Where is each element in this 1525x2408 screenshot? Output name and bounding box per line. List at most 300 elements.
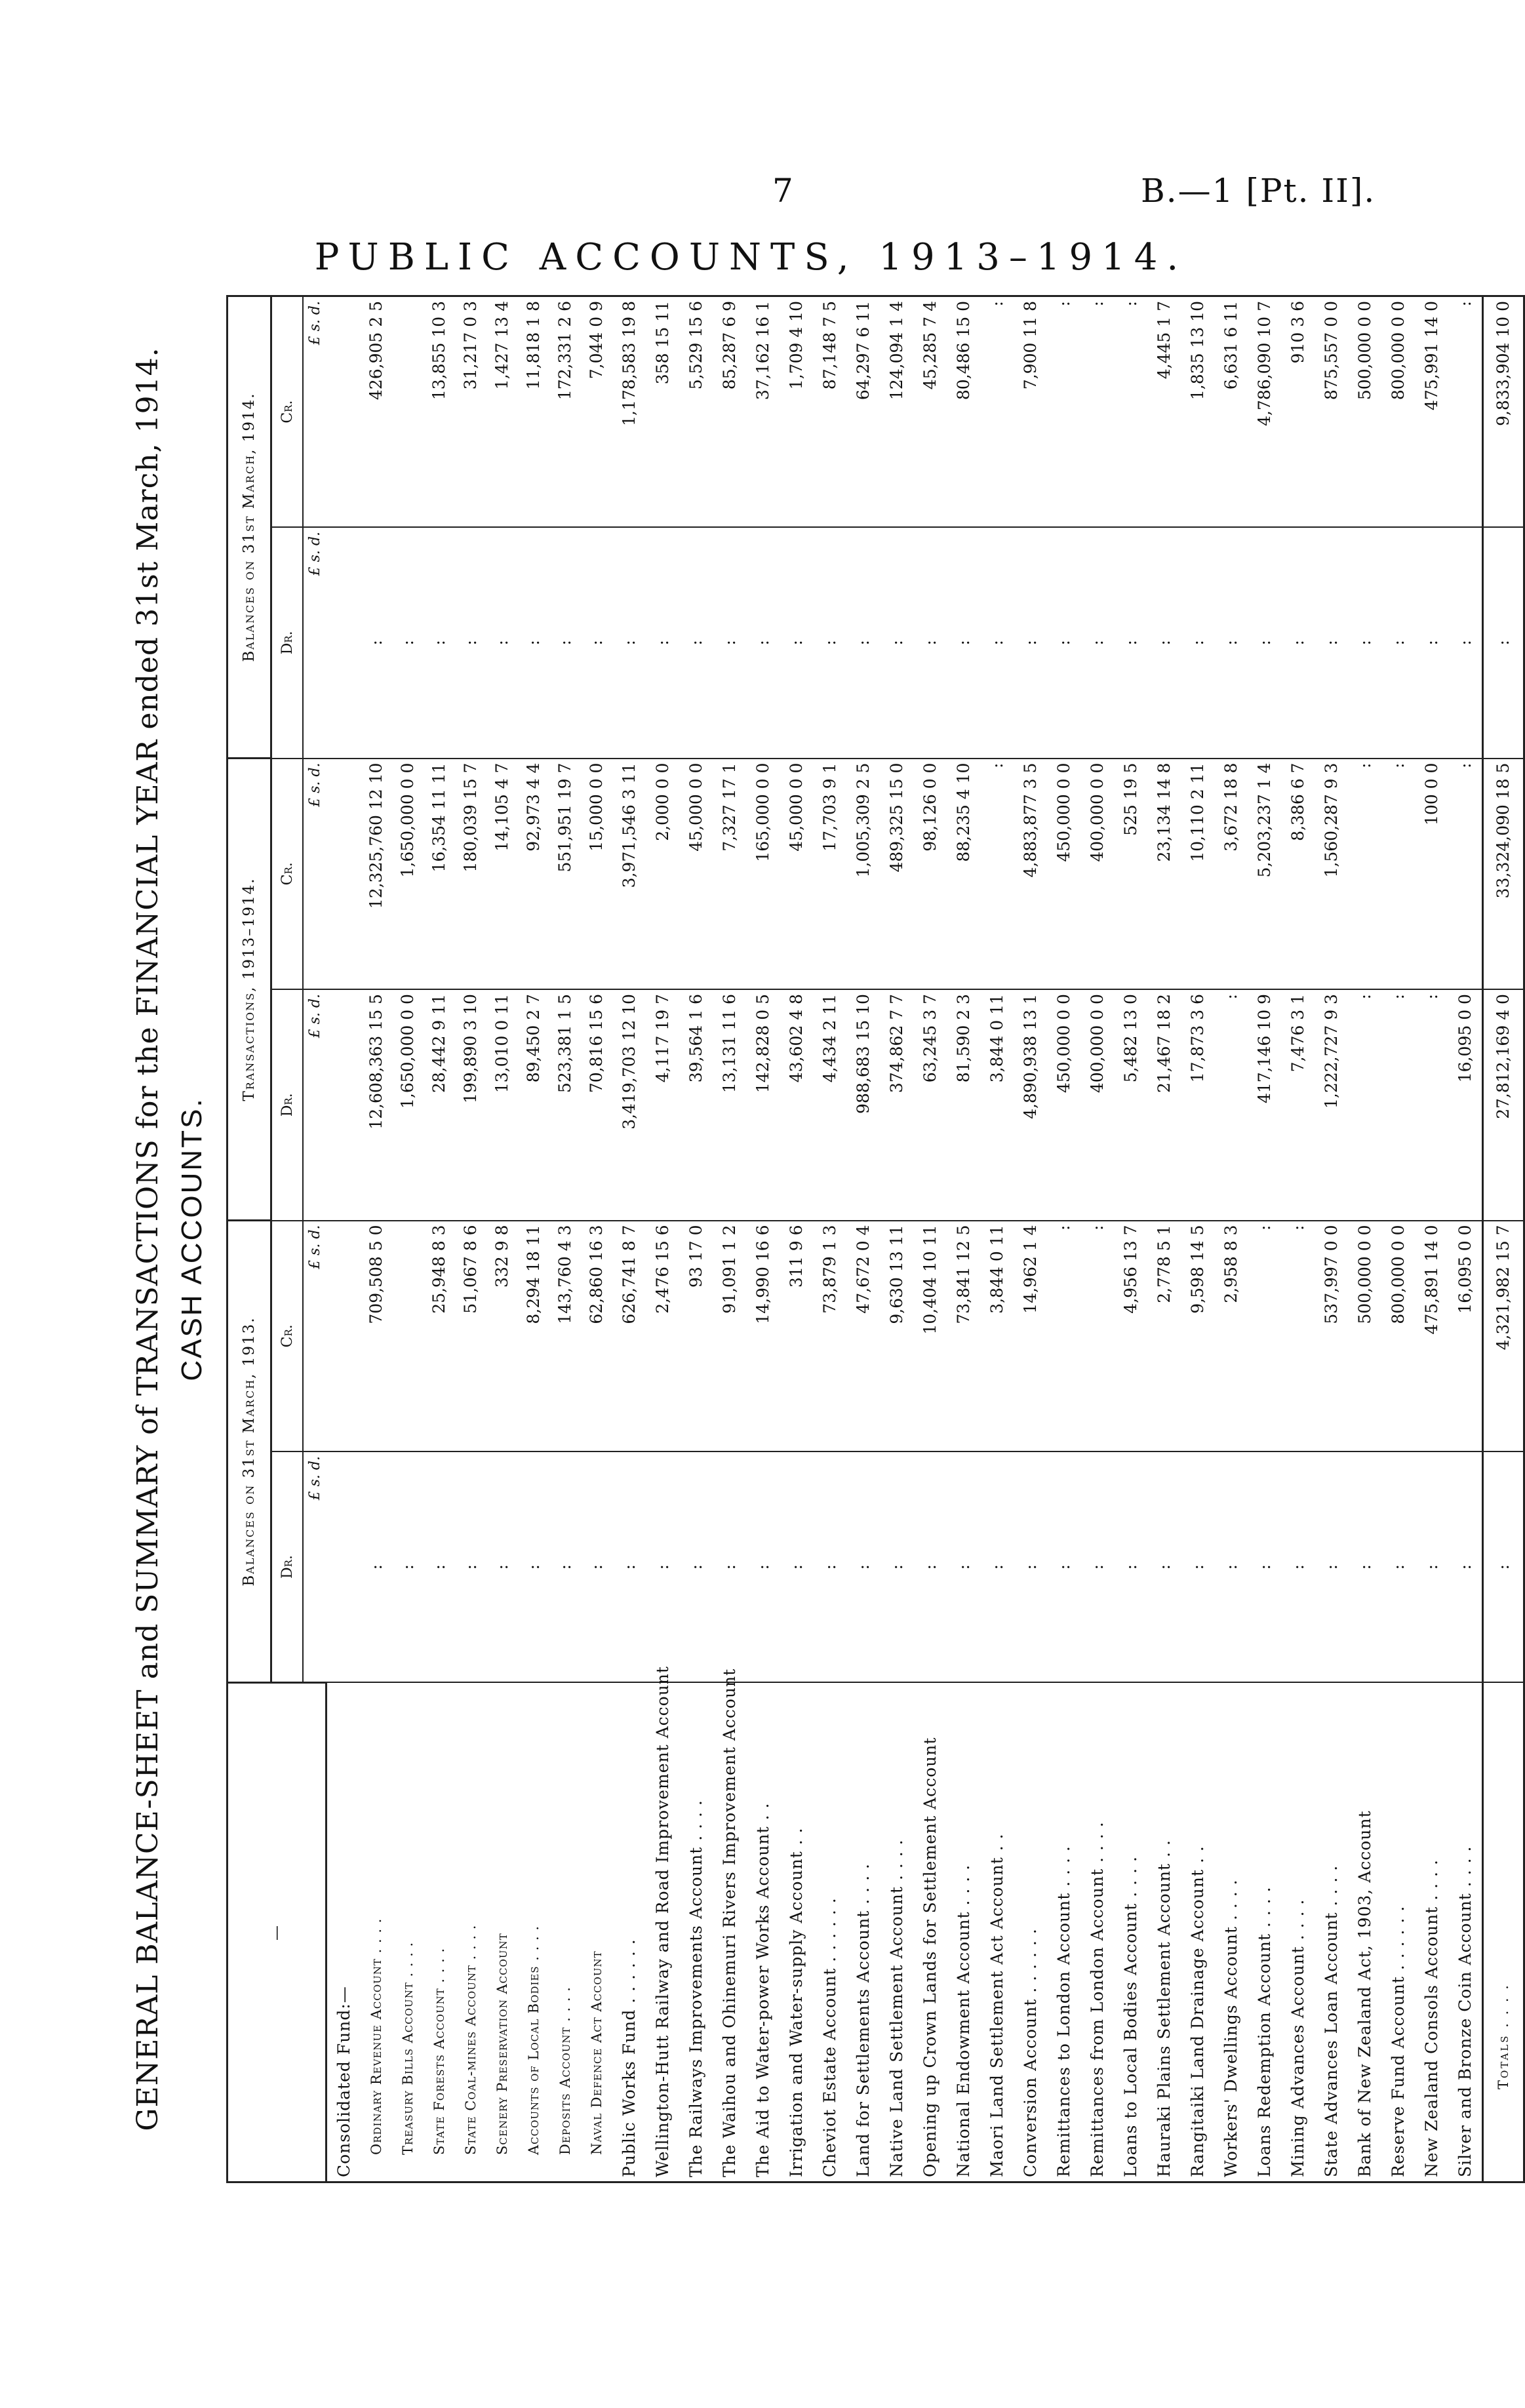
- amount-cell: 525 19 5: [1114, 759, 1147, 989]
- amount-cell: [326, 759, 361, 989]
- account-name: The Waihou and Ohinemuri Rivers Improvement Account: [713, 1683, 746, 2182]
- amount-cell: 3,844 0 11: [980, 989, 1014, 1220]
- amount-cell: 709,508 5 0: [361, 1221, 392, 1452]
- table-row: [1014, 296, 1047, 2182]
- amount-cell: :: [1381, 989, 1415, 1220]
- amount-cell: :: [1348, 527, 1381, 758]
- amount-cell: 70,816 15 6: [581, 989, 612, 1220]
- amount-cell: 73,841 12 5: [947, 1221, 980, 1452]
- balance-sheet-table: [226, 295, 1525, 2183]
- account-name: Workers' Dwellings Account . . . .: [1214, 1683, 1248, 2182]
- table-row: [361, 296, 392, 2182]
- unit-label: £ s. d.: [303, 527, 326, 758]
- amount-cell: 14,990 16 6: [746, 1221, 780, 1452]
- ledger-body: [326, 296, 1524, 2182]
- amount-cell: :: [1248, 1451, 1281, 1682]
- amount-cell: [326, 1221, 361, 1452]
- account-name: Ordinary Revenue Account . . . .: [361, 1683, 392, 2182]
- amount-cell: 4,117 19 7: [646, 989, 679, 1220]
- amount-cell: 3,844 0 11: [980, 1221, 1014, 1452]
- table-row: [326, 296, 361, 2182]
- account-name: Remittances from London Account . . . .: [1080, 1683, 1114, 2182]
- amount-cell: 1,709 4 10: [780, 296, 813, 528]
- amount-cell: 800,000 0 0: [1381, 296, 1415, 528]
- account-name: Silver and Bronze Coin Account . . . .: [1448, 1683, 1483, 2182]
- table-row: [1181, 296, 1214, 2182]
- account-name: Reserve Fund Account . . . . . .: [1381, 1683, 1415, 2182]
- amount-cell: :: [1248, 1221, 1281, 1452]
- amount-cell: :: [1448, 296, 1483, 528]
- running-title: PUBLIC ACCOUNTS, 1913–1914.: [314, 236, 1188, 279]
- account-name: Loans Redemption Account . . . .: [1248, 1683, 1281, 2182]
- table-row: [581, 296, 612, 2182]
- sub-header-dr: Dr.: [271, 527, 304, 758]
- amount-cell: :: [424, 1451, 455, 1682]
- table-row: [980, 296, 1014, 2182]
- amount-cell: :: [612, 527, 646, 758]
- amount-cell: 400,000 0 0: [1080, 759, 1114, 989]
- sheet-title: GENERAL BALANCE-SHEET and SUMMARY of TRANSACTIONS for the FINANCIAL YEAR ended 31st March, 1914.: [131, 347, 165, 2131]
- amount-cell: :: [1448, 759, 1483, 989]
- amount-cell: 23,134 14 8: [1147, 759, 1181, 989]
- amount-cell: [392, 1221, 424, 1452]
- unit-label: £ s. d.: [303, 296, 326, 528]
- amount-cell: :: [392, 1451, 424, 1682]
- amount-cell: 4,445 1 7: [1147, 296, 1181, 528]
- unit-label: £ s. d.: [303, 1221, 326, 1452]
- amount-cell: 475,991 14 0: [1415, 296, 1448, 528]
- amount-cell: 6,631 6 11: [1214, 296, 1248, 528]
- account-name: State Forests Account . . . .: [424, 1683, 455, 2182]
- amount-cell: :: [486, 1451, 518, 1682]
- amount-cell: 142,828 0 5: [746, 989, 780, 1220]
- amount-cell: 475,891 14 0: [1415, 1221, 1448, 1452]
- amount-cell: :: [392, 527, 424, 758]
- amount-cell: :: [813, 1451, 846, 1682]
- account-name: Consolidated Fund:—: [326, 1683, 361, 2182]
- amount-cell: 3,971,546 3 11: [612, 759, 646, 989]
- amount-cell: 3,672 18 8: [1214, 759, 1248, 989]
- amount-cell: :: [1181, 527, 1214, 758]
- account-name: New Zealand Consols Account . . . .: [1415, 1683, 1448, 2182]
- amount-cell: 988,683 15 10: [846, 989, 880, 1220]
- account-name: The Aid to Water-power Works Account . .: [746, 1683, 780, 2182]
- amount-cell: :: [455, 527, 486, 758]
- amount-cell: :: [486, 527, 518, 758]
- amount-cell: :: [1448, 1451, 1483, 1682]
- amount-cell: :: [361, 1451, 392, 1682]
- table-row: [1248, 296, 1281, 2182]
- amount-cell: :: [1348, 989, 1381, 1220]
- table-row: [1114, 296, 1147, 2182]
- sub-header-dr: Dr.: [271, 989, 304, 1220]
- amount-cell: :: [518, 1451, 549, 1682]
- table-row: [746, 296, 780, 2182]
- amount-cell: 800,000 0 0: [1381, 1221, 1415, 1452]
- amount-cell: :: [1080, 1451, 1114, 1682]
- amount-cell: :: [1147, 527, 1181, 758]
- amount-cell: :: [1047, 527, 1080, 758]
- amount-cell: 450,000 0 0: [1047, 989, 1080, 1220]
- amount-cell: [326, 296, 361, 528]
- amount-cell: 172,331 2 6: [549, 296, 581, 528]
- table-row: [486, 296, 518, 2182]
- amount-cell: :: [1381, 527, 1415, 758]
- account-name: Remittances to London Account . . . .: [1047, 1683, 1080, 2182]
- amount-cell: :: [549, 1451, 581, 1682]
- amount-cell: :: [1281, 1221, 1315, 1452]
- table-row: [947, 296, 980, 2182]
- table-row: [612, 296, 646, 2182]
- amount-cell: 500,000 0 0: [1348, 296, 1381, 528]
- amount-cell: [326, 989, 361, 1220]
- amount-cell: 64,297 6 11: [846, 296, 880, 528]
- amount-cell: 8,386 6 7: [1281, 759, 1315, 989]
- amount-cell: 73,879 1 3: [813, 1221, 846, 1452]
- table-row: [646, 296, 679, 2182]
- amount-cell: :: [947, 1451, 980, 1682]
- amount-cell: :: [646, 527, 679, 758]
- table-row: [679, 296, 713, 2182]
- amount-cell: :: [746, 527, 780, 758]
- amount-cell: 374,862 7 7: [880, 989, 913, 1220]
- amount-cell: 51,067 8 6: [455, 1221, 486, 1452]
- amount-cell: 7,327 17 1: [713, 759, 746, 989]
- group-header-transactions: Transactions, 1913–1914.: [228, 759, 271, 1221]
- amount-cell: :: [361, 527, 392, 758]
- amount-cell: 400,000 0 0: [1080, 989, 1114, 1220]
- amount-cell: :: [1281, 1451, 1315, 1682]
- amount-cell: 4,434 2 11: [813, 989, 846, 1220]
- amount-cell: :: [1114, 296, 1147, 528]
- table-row: [813, 296, 846, 2182]
- table-row: [1315, 296, 1348, 2182]
- amount-cell: :: [1147, 1451, 1181, 1682]
- amount-cell: 4,883,877 3 5: [1014, 759, 1047, 989]
- account-name: Accounts of Local Bodies . . . .: [518, 1683, 549, 2182]
- amount-cell: :: [1415, 527, 1448, 758]
- amount-cell: 45,285 7 4: [913, 296, 947, 528]
- amount-cell: :: [980, 1451, 1014, 1682]
- account-name: Loans to Local Bodies Account . . . .: [1114, 1683, 1147, 2182]
- sheet-subtitle: CASH ACCOUNTS.: [176, 1097, 208, 1381]
- total-amount-cell: :: [1482, 1451, 1524, 1682]
- amount-cell: 63,245 3 7: [913, 989, 947, 1220]
- amount-cell: :: [1047, 1451, 1080, 1682]
- amount-cell: 358 15 11: [646, 296, 679, 528]
- account-name: Land for Settlements Account . . . .: [846, 1683, 880, 2182]
- amount-cell: 17,703 9 1: [813, 759, 846, 989]
- amount-cell: :: [1248, 527, 1281, 758]
- amount-cell: 1,178,583 19 8: [612, 296, 646, 528]
- total-amount-cell: 9,833,904 10 0: [1482, 296, 1524, 528]
- amount-cell: :: [1415, 989, 1448, 1220]
- amount-cell: 7,044 0 9: [581, 296, 612, 528]
- amount-cell: :: [1214, 1451, 1248, 1682]
- account-name: Conversion Account . . . . . .: [1014, 1683, 1047, 2182]
- amount-cell: 5,203,237 1 4: [1248, 759, 1281, 989]
- amount-cell: :: [846, 1451, 880, 1682]
- amount-cell: :: [980, 527, 1014, 758]
- amount-cell: 489,325 15 0: [880, 759, 913, 989]
- account-name: Scenery Preservation Account: [486, 1683, 518, 2182]
- amount-cell: 7,476 3 1: [1281, 989, 1315, 1220]
- account-name: Deposits Account . . . .: [549, 1683, 581, 2182]
- account-name: Maori Land Settlement Act Account . .: [980, 1683, 1014, 2182]
- account-name: Native Land Settlement Account . . . .: [880, 1683, 913, 2182]
- amount-cell: 81,590 2 3: [947, 989, 980, 1220]
- amount-cell: 199,890 3 10: [455, 989, 486, 1220]
- amount-cell: 17,873 3 6: [1181, 989, 1214, 1220]
- amount-cell: 1,427 13 4: [486, 296, 518, 528]
- amount-cell: 332 9 8: [486, 1221, 518, 1452]
- amount-cell: 45,000 0 0: [679, 759, 713, 989]
- page-number: 7: [772, 172, 793, 210]
- table-row: [1348, 296, 1381, 2182]
- amount-cell: :: [813, 527, 846, 758]
- amount-cell: 551,951 19 7: [549, 759, 581, 989]
- amount-cell: 87,148 7 5: [813, 296, 846, 528]
- amount-cell: 100 0 0: [1415, 759, 1448, 989]
- unit-label: £ s. d.: [303, 1451, 326, 1682]
- amount-cell: 5,482 13 0: [1114, 989, 1147, 1220]
- table-row: [1381, 296, 1415, 2182]
- amount-cell: 88,235 4 10: [947, 759, 980, 989]
- account-name: Naval Defence Act Account: [581, 1683, 612, 2182]
- amount-cell: :: [880, 1451, 913, 1682]
- amount-cell: :: [1315, 527, 1348, 758]
- amount-cell: :: [679, 1451, 713, 1682]
- account-name: Opening up Crown Lands for Settlement Account: [913, 1683, 947, 2182]
- amount-cell: :: [846, 527, 880, 758]
- amount-cell: :: [1281, 527, 1315, 758]
- totals-row: [1482, 296, 1524, 2182]
- account-name: National Endowment Account . . . .: [947, 1683, 980, 2182]
- amount-cell: :: [612, 1451, 646, 1682]
- unit-label: £ s. d.: [303, 989, 326, 1220]
- amount-cell: 12,608,363 15 5: [361, 989, 392, 1220]
- amount-cell: :: [1080, 1221, 1114, 1452]
- table-row: [846, 296, 880, 2182]
- amount-cell: :: [780, 527, 813, 758]
- amount-cell: 21,467 18 2: [1147, 989, 1181, 1220]
- amount-cell: 426,905 2 5: [361, 296, 392, 528]
- sub-header-cr: Cr.: [271, 759, 304, 989]
- amount-cell: :: [1214, 989, 1248, 1220]
- amount-cell: 450,000 0 0: [1047, 759, 1080, 989]
- amount-cell: :: [1348, 759, 1381, 989]
- amount-cell: 537,997 0 0: [1315, 1221, 1348, 1452]
- amount-cell: 4,786,090 10 7: [1248, 296, 1281, 528]
- total-amount-cell: 27,812,169 4 0: [1482, 989, 1524, 1220]
- amount-cell: :: [1014, 527, 1047, 758]
- amount-cell: :: [646, 1451, 679, 1682]
- amount-cell: :: [1114, 527, 1147, 758]
- account-name: Cheviot Estate Account . . . . . .: [813, 1683, 846, 2182]
- total-amount-cell: :: [1482, 527, 1524, 758]
- amount-cell: :: [1014, 1451, 1047, 1682]
- amount-cell: 14,962 1 4: [1014, 1221, 1047, 1452]
- amount-cell: :: [1047, 1221, 1080, 1452]
- amount-cell: :: [913, 1451, 947, 1682]
- table-row: [1214, 296, 1248, 2182]
- amount-cell: 80,486 15 0: [947, 296, 980, 528]
- amount-cell: 5,529 15 6: [679, 296, 713, 528]
- unit-label: £ s. d.: [303, 759, 326, 989]
- amount-cell: 1,835 13 10: [1181, 296, 1214, 528]
- amount-cell: :: [455, 1451, 486, 1682]
- amount-cell: 98,126 0 0: [913, 759, 947, 989]
- account-name: Mining Advances Account . . . .: [1281, 1683, 1315, 2182]
- amount-cell: :: [913, 527, 947, 758]
- amount-cell: 89,450 2 7: [518, 989, 549, 1220]
- table-row: [913, 296, 947, 2182]
- amount-cell: :: [581, 1451, 612, 1682]
- table-row: [1415, 296, 1448, 2182]
- amount-cell: 25,948 8 3: [424, 1221, 455, 1452]
- amount-cell: :: [1415, 1451, 1448, 1682]
- amount-cell: 13,010 0 11: [486, 989, 518, 1220]
- amount-cell: 2,000 0 0: [646, 759, 679, 989]
- amount-cell: :: [1381, 1451, 1415, 1682]
- amount-cell: [392, 296, 424, 528]
- total-amount-cell: 4,321,982 15 7: [1482, 1221, 1524, 1452]
- amount-cell: 9,630 13 11: [880, 1221, 913, 1452]
- amount-cell: 28,442 9 11: [424, 989, 455, 1220]
- amount-cell: :: [1348, 1451, 1381, 1682]
- amount-cell: :: [1047, 296, 1080, 528]
- table-row: [1147, 296, 1181, 2182]
- table-row: [455, 296, 486, 2182]
- amount-cell: 2,476 15 6: [646, 1221, 679, 1452]
- amount-cell: :: [746, 1451, 780, 1682]
- amount-cell: :: [880, 527, 913, 758]
- amount-cell: 8,294 18 11: [518, 1221, 549, 1452]
- amount-cell: :: [713, 1451, 746, 1682]
- total-amount-cell: 33,324,090 18 5: [1482, 759, 1524, 989]
- group-header-1913: Balances on 31st March, 1913.: [228, 1221, 271, 1683]
- amount-cell: 180,039 15 7: [455, 759, 486, 989]
- sub-header-cr: Cr.: [271, 296, 304, 528]
- account-name: State Advances Loan Account . . . .: [1315, 1683, 1348, 2182]
- table-row: [549, 296, 581, 2182]
- amount-cell: 165,000 0 0: [746, 759, 780, 989]
- amount-cell: 91,091 1 2: [713, 1221, 746, 1452]
- account-name: Treasury Bills Account . . . .: [392, 1683, 424, 2182]
- sub-header-dr: Dr.: [271, 1451, 304, 1682]
- amount-cell: 4,890,938 13 1: [1014, 989, 1047, 1220]
- account-name: Bank of New Zealand Act, 1903, Account: [1348, 1683, 1381, 2182]
- amount-cell: 16,095 0 0: [1448, 1221, 1483, 1452]
- amount-cell: 2,778 5 1: [1147, 1221, 1181, 1452]
- account-name: The Railways Improvements Account . . . .: [679, 1683, 713, 2182]
- amount-cell: 9,598 14 5: [1181, 1221, 1214, 1452]
- amount-cell: 4,956 13 7: [1114, 1221, 1147, 1452]
- account-name: Irrigation and Water-supply Account . .: [780, 1683, 813, 2182]
- amount-cell: 12,325,760 12 10: [361, 759, 392, 989]
- amount-cell: 93 17 0: [679, 1221, 713, 1452]
- amount-cell: 43,602 4 8: [780, 989, 813, 1220]
- totals-label: Totals . . . .: [1482, 1683, 1524, 2182]
- table-row: [1047, 296, 1080, 2182]
- table-row: [518, 296, 549, 2182]
- amount-cell: 85,287 6 9: [713, 296, 746, 528]
- amount-cell: 875,557 0 0: [1315, 296, 1348, 528]
- group-header-1914: Balances on 31st March, 1914.: [228, 296, 271, 759]
- amount-cell: 500,000 0 0: [1348, 1221, 1381, 1452]
- table-row: [1080, 296, 1114, 2182]
- account-name: Wellington-Hutt Railway and Road Improvement Account: [646, 1683, 679, 2182]
- amount-cell: :: [1214, 527, 1248, 758]
- amount-cell: 14,105 4 7: [486, 759, 518, 989]
- amount-cell: :: [1080, 527, 1114, 758]
- amount-cell: :: [1181, 1451, 1214, 1682]
- amount-cell: 13,131 11 6: [713, 989, 746, 1220]
- account-name: Rangitaiki Land Drainage Account . .: [1181, 1683, 1214, 2182]
- amount-cell: 10,404 10 11: [913, 1221, 947, 1452]
- document-code: B.—1 [Pt. II].: [1141, 172, 1376, 210]
- amount-cell: :: [713, 527, 746, 758]
- account-name: Public Works Fund . . . . . .: [612, 1683, 646, 2182]
- amount-cell: :: [424, 527, 455, 758]
- amount-cell: :: [518, 527, 549, 758]
- table-row: [1281, 296, 1315, 2182]
- account-column-header: —: [228, 1683, 327, 2182]
- account-name: Hauraki Plains Settlement Account . .: [1147, 1683, 1181, 2182]
- amount-cell: 910 3 6: [1281, 296, 1315, 528]
- table-row: [713, 296, 746, 2182]
- amount-cell: 1,650,000 0 0: [392, 989, 424, 1220]
- amount-cell: :: [1114, 1451, 1147, 1682]
- amount-cell: 2,958 8 3: [1214, 1221, 1248, 1452]
- rotated-ledger: [125, 295, 1513, 2183]
- amount-cell: :: [679, 527, 713, 758]
- amount-cell: 143,760 4 3: [549, 1221, 581, 1452]
- amount-cell: 13,855 10 3: [424, 296, 455, 528]
- amount-cell: :: [549, 527, 581, 758]
- amount-cell: 626,741 8 7: [612, 1221, 646, 1452]
- amount-cell: :: [1448, 527, 1483, 758]
- sub-header-cr: Cr.: [271, 1221, 304, 1452]
- amount-cell: 11,818 1 8: [518, 296, 549, 528]
- amount-cell: 124,094 1 4: [880, 296, 913, 528]
- amount-cell: 1,222,727 9 3: [1315, 989, 1348, 1220]
- amount-cell: 1,005,309 2 5: [846, 759, 880, 989]
- amount-cell: 1,560,287 9 3: [1315, 759, 1348, 989]
- amount-cell: :: [581, 527, 612, 758]
- amount-cell: 16,095 0 0: [1448, 989, 1483, 1220]
- amount-cell: [326, 527, 361, 758]
- amount-cell: 1,650,000 0 0: [392, 759, 424, 989]
- amount-cell: :: [1381, 759, 1415, 989]
- amount-cell: 10,110 2 11: [1181, 759, 1214, 989]
- amount-cell: 7,900 11 8: [1014, 296, 1047, 528]
- amount-cell: 15,000 0 0: [581, 759, 612, 989]
- amount-cell: 92,973 4 4: [518, 759, 549, 989]
- amount-cell: 16,354 11 11: [424, 759, 455, 989]
- table-row: [1448, 296, 1483, 2182]
- amount-cell: 39,564 1 6: [679, 989, 713, 1220]
- account-name: State Coal-mines Account . . . .: [455, 1683, 486, 2182]
- table-row: [780, 296, 813, 2182]
- amount-cell: :: [980, 296, 1014, 528]
- amount-cell: [326, 1451, 361, 1682]
- table-row: [392, 296, 424, 2182]
- amount-cell: 523,381 1 5: [549, 989, 581, 1220]
- amount-cell: :: [980, 759, 1014, 989]
- amount-cell: 311 9 6: [780, 1221, 813, 1452]
- amount-cell: :: [780, 1451, 813, 1682]
